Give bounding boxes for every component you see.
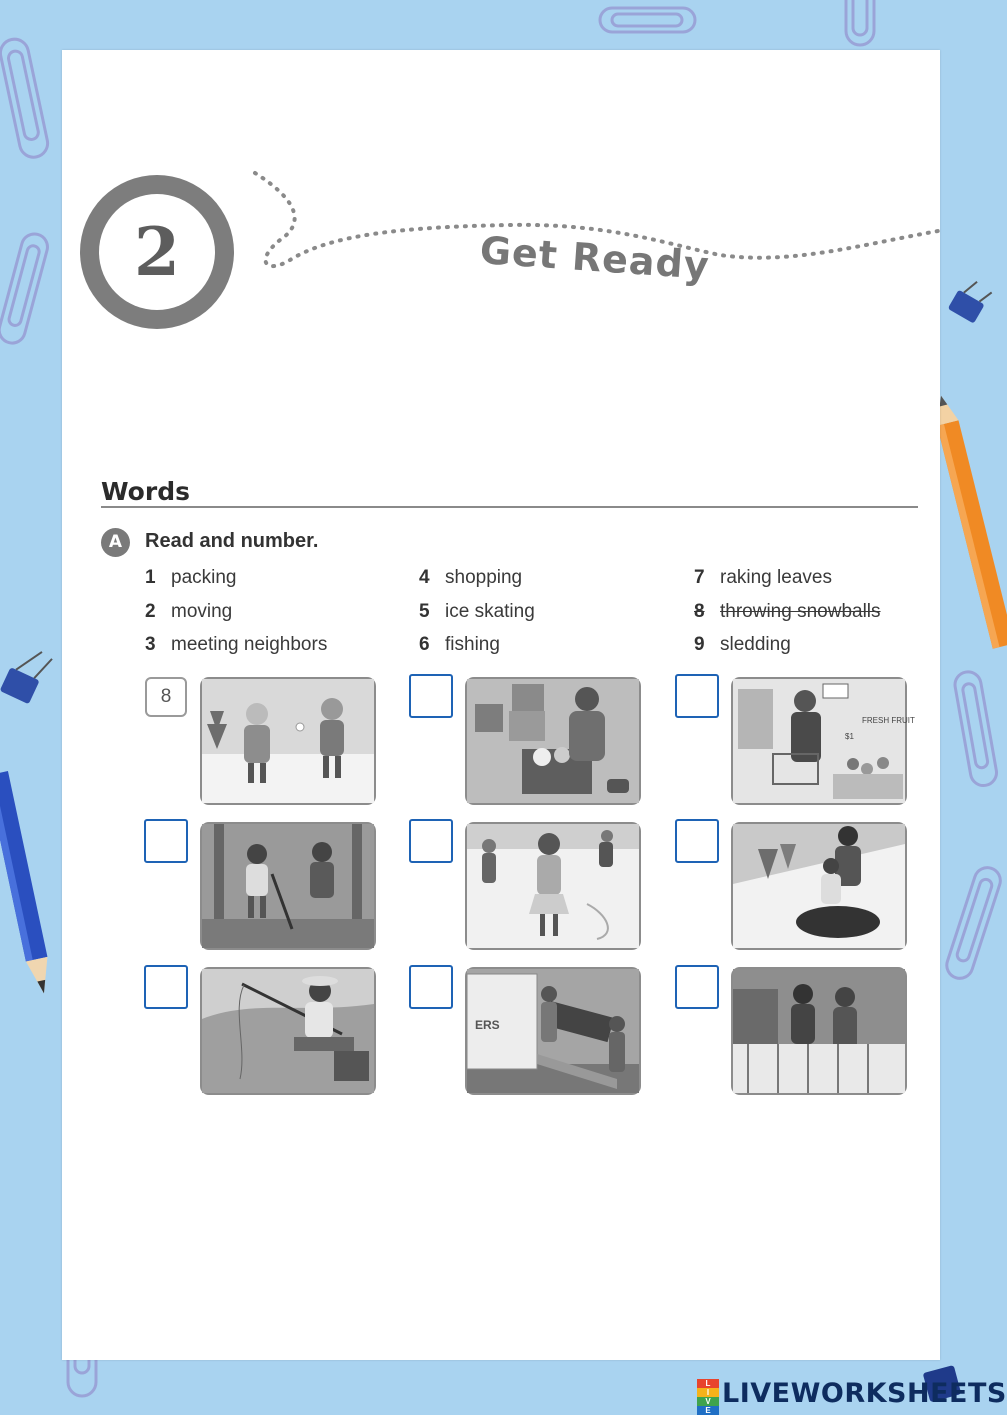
paperclip-icon xyxy=(590,0,700,40)
picture-moving xyxy=(465,967,641,1095)
pencil-blue-icon xyxy=(0,770,50,1000)
exercise-instruction: Read and number. xyxy=(145,530,319,552)
logo-letter: L xyxy=(697,1379,719,1388)
word-item: 1 packing xyxy=(145,567,237,588)
answer-box[interactable] xyxy=(144,819,188,863)
answer-box[interactable] xyxy=(409,965,453,1009)
word-item: 6 fishing xyxy=(419,634,500,655)
word-item: 4 shopping xyxy=(419,567,523,588)
paperclip-icon xyxy=(950,860,1000,990)
answer-box[interactable] xyxy=(675,965,719,1009)
pencil-orange-icon xyxy=(945,390,1000,650)
paperclip-icon xyxy=(838,0,888,50)
fresh-fruit-sign: FRESH FRUIT xyxy=(862,716,915,725)
paperclip-icon xyxy=(0,225,50,355)
truck-lettering: ERS xyxy=(475,1018,500,1032)
section-title: Words xyxy=(101,477,190,506)
word-item: 5 ice skating xyxy=(419,601,535,622)
picture-meeting-neighbors xyxy=(731,967,907,1095)
picture-raking-leaves xyxy=(200,822,376,950)
picture-packing xyxy=(465,677,641,805)
picture-sledding xyxy=(731,822,907,950)
word-item: 7 raking leaves xyxy=(694,567,832,588)
word-item-crossed-out: 8 throwing snowballs xyxy=(694,601,881,622)
price-sign: $1 xyxy=(845,732,854,741)
picture-shopping xyxy=(731,677,915,805)
liveworksheets-logo-icon xyxy=(697,1379,719,1415)
exercise-badge: A xyxy=(101,528,130,557)
logo-letter: V xyxy=(697,1397,719,1406)
word-item: 9 sledding xyxy=(694,634,791,655)
answer-box[interactable] xyxy=(409,819,453,863)
binder-clip-icon xyxy=(0,640,55,715)
liveworksheets-brand xyxy=(697,1377,1007,1415)
word-item: 3 meeting neighbors xyxy=(145,634,328,655)
binder-clip-icon xyxy=(940,280,1000,340)
unit-number: 2 xyxy=(99,194,215,310)
answer-box-example: 8 xyxy=(145,677,187,717)
answer-box[interactable] xyxy=(675,674,719,718)
picture-fishing xyxy=(200,967,376,1095)
unit-number-badge xyxy=(80,175,234,329)
section-divider xyxy=(101,506,918,508)
word-item: 2 moving xyxy=(145,601,233,622)
answer-box[interactable] xyxy=(409,674,453,718)
paperclip-icon xyxy=(0,28,50,168)
paperclip-icon xyxy=(955,665,1000,795)
unit-title: Get Ready xyxy=(478,228,711,288)
picture-ice-skating xyxy=(465,822,641,950)
answer-box[interactable] xyxy=(144,965,188,1009)
picture-throwing-snowballs xyxy=(200,677,376,805)
brand-name: LIVEWORKSHEETS xyxy=(722,1377,1007,1409)
answer-box[interactable] xyxy=(675,819,719,863)
logo-letter: E xyxy=(697,1406,719,1415)
logo-letter: I xyxy=(697,1388,719,1397)
